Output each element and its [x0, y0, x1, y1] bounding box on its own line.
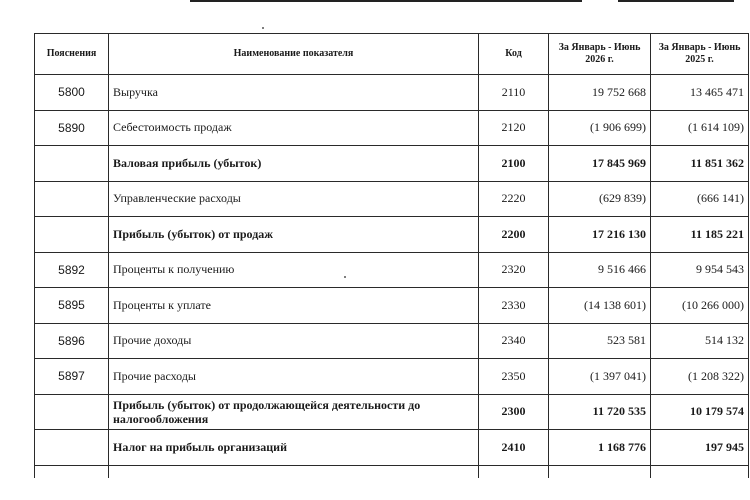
cell-name: Прибыль (убыток) от продолжающейся деятельности до налогообложения: [109, 394, 479, 430]
table-row: [35, 288, 749, 324]
cell-note: 5800: [35, 75, 109, 111]
table-row: [35, 430, 749, 466]
cell-value-2025: 9 954 543: [651, 252, 749, 288]
cell-value-2026: 17 845 969: [549, 146, 651, 182]
cell-name: Прочие расходы: [109, 359, 479, 395]
cell-empty: [35, 465, 109, 478]
cell-empty: [479, 465, 549, 478]
cell-code: 2320: [479, 252, 549, 288]
cell-name: Прибыль (убыток) от продаж: [109, 217, 479, 253]
cell-note: [35, 430, 109, 466]
table-row-partial: [35, 465, 749, 478]
cell-code: 2340: [479, 323, 549, 359]
cell-value-2026: 19 752 668: [549, 75, 651, 111]
cell-value-2025: 11 185 221: [651, 217, 749, 253]
col-header-code: Код: [479, 34, 549, 75]
col-header-name: Наименование показателя: [109, 34, 479, 75]
cell-code: 2220: [479, 181, 549, 217]
cell-code: 2100: [479, 146, 549, 182]
table-row: [35, 181, 749, 217]
cell-note: 5892: [35, 252, 109, 288]
cell-name: Проценты к уплате: [109, 288, 479, 324]
cell-value-2026: (1 397 041): [549, 359, 651, 395]
cell-value-2025: 10 179 574: [651, 394, 749, 430]
cell-code: 2200: [479, 217, 549, 253]
table-row: [35, 217, 749, 253]
cell-name: Управленческие расходы: [109, 181, 479, 217]
cell-note: 5896: [35, 323, 109, 359]
cell-value-2026: 11 720 535: [549, 394, 651, 430]
cell-note: [35, 394, 109, 430]
table-row: [35, 252, 749, 288]
cell-value-2026: 9 516 466: [549, 252, 651, 288]
cell-value-2026: 523 581: [549, 323, 651, 359]
cell-value-2025: (1 614 109): [651, 110, 749, 146]
cell-value-2026: (1 906 699): [549, 110, 651, 146]
cell-value-2025: (666 141): [651, 181, 749, 217]
cell-empty: [651, 465, 749, 478]
cell-note: 5895: [35, 288, 109, 324]
cell-name: Налог на прибыль организаций: [109, 430, 479, 466]
table-row: [35, 146, 749, 182]
cell-code: 2350: [479, 359, 549, 395]
cell-code: 2300: [479, 394, 549, 430]
cell-note: 5897: [35, 359, 109, 395]
cell-name: Себестоимость продаж: [109, 110, 479, 146]
cell-code: 2120: [479, 110, 549, 146]
cell-value-2025: 11 851 362: [651, 146, 749, 182]
cell-code: 2410: [479, 430, 549, 466]
cell-value-2025: (1 208 322): [651, 359, 749, 395]
income-statement-table: [34, 33, 749, 478]
cell-value-2026: 1 168 776: [549, 430, 651, 466]
cell-name: Выручка: [109, 75, 479, 111]
cell-code: 2330: [479, 288, 549, 324]
table-row: [35, 110, 749, 146]
cell-name: Валовая прибыль (убыток): [109, 146, 479, 182]
cell-value-2026: (14 138 601): [549, 288, 651, 324]
table-row: [35, 75, 749, 111]
cell-value-2025: 514 132: [651, 323, 749, 359]
cell-value-2025: (10 266 000): [651, 288, 749, 324]
table-header-row: [35, 34, 749, 75]
scan-speck: [262, 27, 264, 29]
top-rule-right: [618, 0, 734, 2]
cell-note: [35, 217, 109, 253]
cell-value-2025: 197 945: [651, 430, 749, 466]
cell-name: Прочие доходы: [109, 323, 479, 359]
cell-value-2026: 17 216 130: [549, 217, 651, 253]
col-header-notes: Пояснения: [35, 34, 109, 75]
table-row: [35, 359, 749, 395]
table-row: [35, 394, 749, 430]
col-header-period-2025: За Январь - Июнь 2025 г.: [651, 34, 749, 75]
cell-value-2025: 13 465 471: [651, 75, 749, 111]
cell-empty: [549, 465, 651, 478]
cell-code: 2110: [479, 75, 549, 111]
top-rule-left: [190, 0, 582, 2]
table-row: [35, 323, 749, 359]
cell-empty: [109, 465, 479, 478]
cell-note: 5890: [35, 110, 109, 146]
cell-name: Проценты к получению: [109, 252, 479, 288]
cell-value-2026: (629 839): [549, 181, 651, 217]
col-header-period-2026: За Январь - Июнь 2026 г.: [549, 34, 651, 75]
cell-note: [35, 146, 109, 182]
cell-note: [35, 181, 109, 217]
